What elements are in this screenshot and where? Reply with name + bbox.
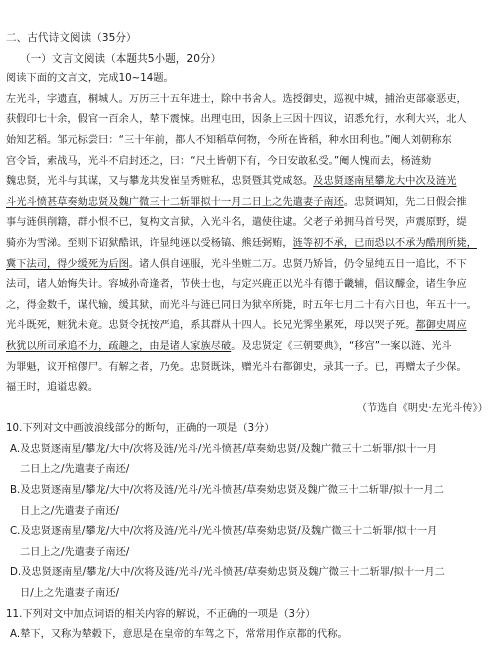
option-a-continued: 二日上之/先遣妻子南还/ (20, 464, 130, 476)
section-title: 二、古代诗文阅读（35分） (6, 32, 137, 44)
passage-line: 事与涟俱削籍，群小恨不已，复构文言狱，入光斗名，遣使往逮。父老子弟拥马首号哭，声震原野，缇 (6, 217, 467, 229)
passage-line: 宫令旨，索战马，光斗不启封还之，曰：“尺土皆朝下有，今日安敢私受。”阉人愧而去，杨涟劾 (6, 155, 432, 167)
underlined-sentence: 秋犹以所司承追不力，疏趣之，由是诸人家族尽破 (6, 340, 232, 352)
option-d: D.及忠贤逐南星/攀龙/大中/次将及涟/光斗/光斗愤甚/草奏劾忠贤及魏广微三十二斩罪/拟十一月二 (10, 567, 445, 579)
passage-text: 魏忠贤，光斗与其谋，又与攀龙共发崔呈秀赃私，忠贤暨其党咸怒。 (6, 176, 314, 188)
passage-line (6, 172, 492, 193)
question-11 (6, 605, 492, 646)
question-10 (6, 419, 492, 604)
question-stem: 11.下列对文中加点词语的相关内容的解说，不正确的一项是（3分） (6, 608, 316, 620)
option-c-continued: 二日上之/先遣妻子南还/ (20, 546, 130, 558)
option-b: B.及忠贤逐南星/攀龙/大中/次将及涟/光斗/光斗愤甚/草奏劾忠贤及魏广微三十二斩罪/拟十一月二 (10, 485, 444, 497)
passage-line: 始知艺稻。邹元标尝曰：“三十年前，都人不知稻草何物，今所在皆稻，种水田利也。”阉人刘朝称东 (6, 134, 452, 146)
passage-line: 之，得金数千，谋代输，缓其狱，而光斗与涟已同日为狱卒所毙，时五年七月二十有六日也，年五十一。 (6, 299, 477, 311)
wavy-underlined-text: 斗光斗愤甚草奏劾忠贤及魏广微三十二斩罪拟十一月二日上之先遣妻子南还 (6, 196, 344, 208)
underlined-sentence: 都御史周应 (415, 320, 467, 332)
option-a: A.辇下，又称为辇毂下，意思是在皇帝的车驾之下，常常用作京都的代称。 (10, 629, 348, 641)
passage-line (6, 255, 492, 276)
passage-text: 骑亦为雪涕。至则下诏狱酷讯，许显纯诬以受杨镐、熊廷弼贿， (6, 237, 293, 249)
passage-line (6, 234, 492, 255)
passage-line (6, 193, 492, 214)
option-a: A.及忠贤逐南星/攀龙/大中/次将及涟/光斗/光斗愤甚/草奏劾忠贤/及魏广微三十二斩罪/拟十一月 (10, 443, 438, 455)
underlined-sentence: 涟等初不承，已而恐以不承为酷刑所毙， (292, 237, 477, 249)
option-d-continued: 日/上之先遣妻子南还/ (20, 588, 120, 600)
option-b-continued: 日上之/先遣妻子南还/ (20, 505, 120, 517)
reading-instruction: 阅读下面的文言文，完成10~14题。 (6, 73, 174, 85)
subsection-title: （一）文言文阅读（本题共5小题，20分） (20, 52, 222, 65)
passage-line: 为罪魁，议开棺僇尸。有解之者，乃免。忠贤既诛，赠光斗右都御史，录其一子。已，再赠太子少保。 (6, 361, 467, 373)
passage-text: 。诸人俱自诬服，光斗坐赃二万。忠贤乃矫旨，仍令显纯五日一追比，不下 (128, 258, 467, 270)
passage-text: 。及忠贤定《三朝要典》，“移宫”一案以涟、光斗 (231, 340, 452, 352)
passage-line: 福王时，追谥忠毅。 (6, 382, 99, 394)
option-c: C.及忠贤逐南星/攀龙/大中/次将及涟/光斗/光斗愤甚/草奏劾忠贤/及魏广微三十二斩罪/拟十一月 (10, 526, 438, 538)
passage-line (6, 337, 492, 358)
passage-line: 获假印七十余，假官一百余人，辇下震悚。出理屯田，因条上三因十四议，诏悉允行，水利大兴，北人 (6, 114, 467, 126)
passage-line: 法司，诸人始悔失计。容城孙奇逢者，节侠士也，与定兴鹿正以光斗有德于畿辅，倡议醵金，诸生争应 (6, 279, 467, 291)
passage-text: 光斗既死，赃犹未竟。忠贤令抚按严追，系其群从十四人。长兄光霁坐累死，母以哭子死。 (6, 320, 416, 332)
underlined-sentence: 冀下法司，得少缓死为后图 (6, 258, 129, 270)
passage-text: 。忠贤调知，先二日假会推 (343, 196, 467, 208)
passage-line (6, 316, 492, 337)
passage-source: （节选自《明史·左光斗传》） (356, 402, 488, 414)
wavy-underlined-text: 及忠贤逐南星攀龙大中次及涟光 (313, 176, 457, 188)
classical-passage (6, 90, 492, 399)
question-stem: 10.下列对文中画波浪线部分的断句，正确的一项是（3分） (6, 423, 275, 435)
passage-line: 左光斗，字遗直，桐城人。万历三十五年进士，除中书舍人。选授御史，巡视中城，捕治吏部豪恶吏， (6, 93, 467, 105)
